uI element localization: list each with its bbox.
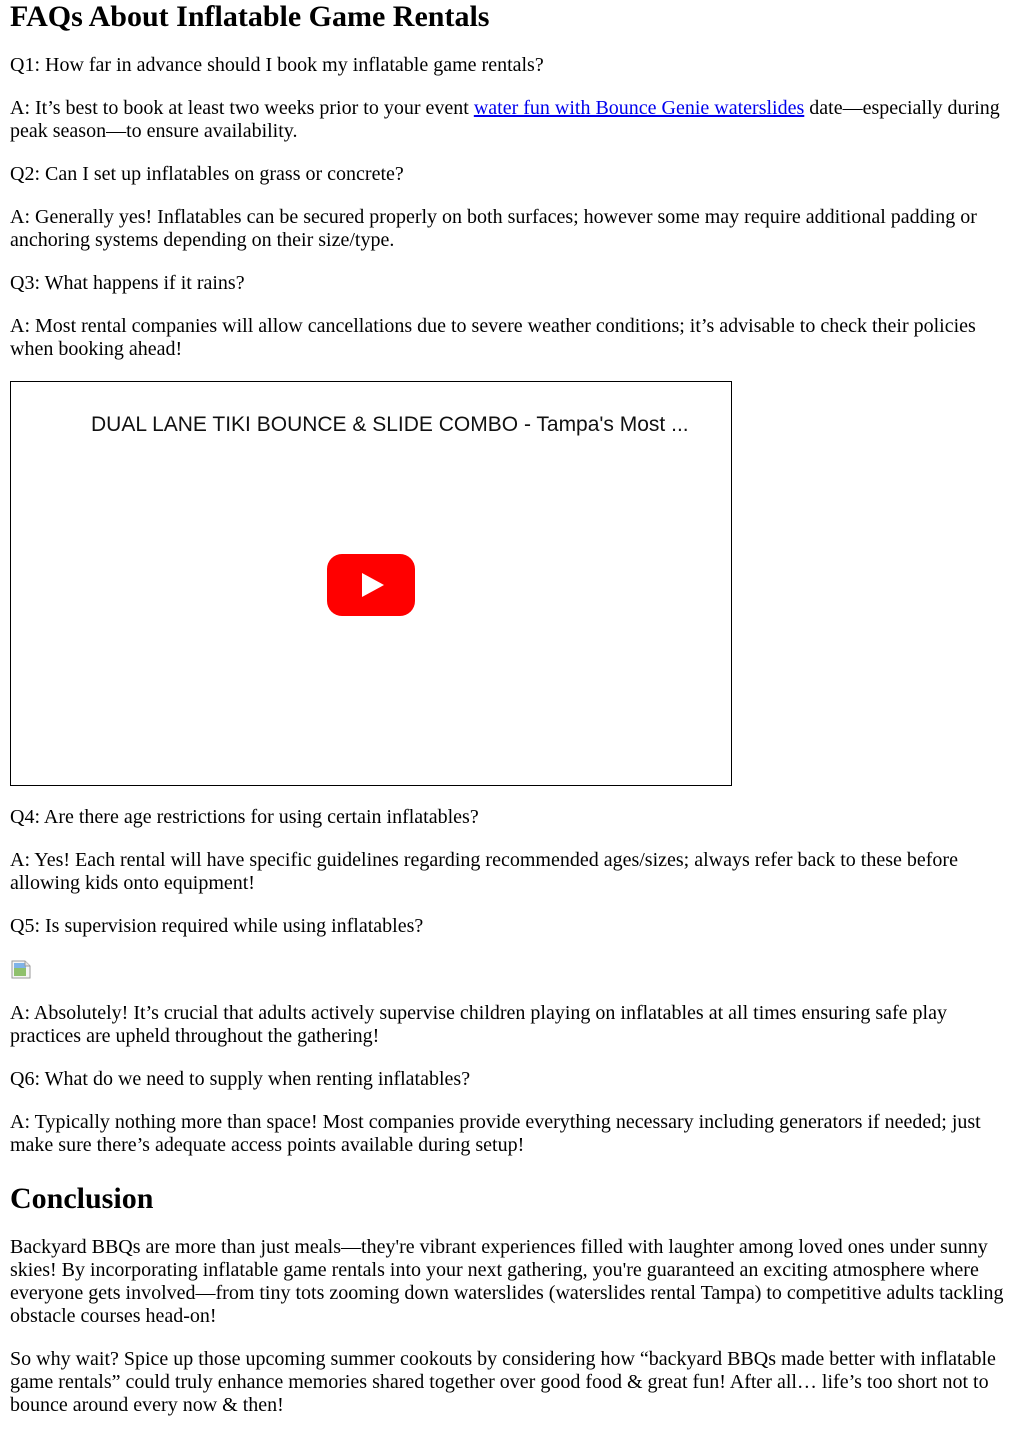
video-title[interactable]: DUAL LANE TIKI BOUNCE & SLIDE COMBO - Tampa's Most ... [91, 413, 689, 436]
faq-answer-5: A: Absolutely! It’s crucial that adults actively supervise children playing on inflatables at all times ensuring safe play practices are upheld throughout the gathering! [10, 1002, 947, 1047]
faq-answer-1-text-end: date—especially during peak season—to ensure availability. [10, 97, 1000, 142]
embedded-video[interactable] [10, 381, 732, 786]
faq-question-4: Q4: Are there age restrictions for using certain inflatables? [10, 806, 479, 828]
faq-answer-1 [10, 97, 1014, 143]
conclusion-paragraph-2: So why wait? Spice up those upcoming summer cookouts by considering how “backyard BBQs made better with inflatable game rentals” could truly enhance memories shared together over good food & great fun! After all… life’s too short not to bounce around every now & then! [10, 1348, 996, 1416]
bounce-genie-waterslides-link[interactable]: water fun with Bounce Genie waterslides [473, 97, 805, 119]
faq-question-5: Q5: Is supervision required while using inflatables? [10, 915, 424, 937]
faq-heading: FAQs About Inflatable Game Rentals [10, 0, 490, 33]
faq-answer-3: A: Most rental companies will allow cancellations due to severe weather conditions; it’s advisable to check their policies when booking ahead! [10, 315, 976, 360]
faq-answer-1-text-start: A: It’s best to book at least two weeks prior to your event [10, 97, 474, 119]
faq-question-3: Q3: What happens if it rains? [10, 272, 245, 294]
faq-answer-6: A: Typically nothing more than space! Most companies provide everything necessary including generators if needed; just make sure there’s adequate access points available during setup! [10, 1111, 981, 1156]
faq-question-2: Q2: Can I set up inflatables on grass or concrete? [10, 163, 404, 185]
faq-answer-4: A: Yes! Each rental will have specific guidelines regarding recommended ages/sizes; always refer back to these before allowing kids onto equipment! [10, 849, 958, 894]
faq-question-6: Q6: What do we need to supply when renting inflatables? [10, 1068, 471, 1090]
broken-image-icon [10, 958, 32, 980]
faq-answer-2: A: Generally yes! Inflatables can be secured properly on both surfaces; however some may require additional padding or anchoring systems depending on their size/type. [10, 206, 977, 251]
conclusion-heading: Conclusion [10, 1182, 154, 1215]
youtube-play-icon[interactable] [327, 554, 415, 616]
conclusion-paragraph-1: Backyard BBQs are more than just meals—they're vibrant experiences filled with laughter among loved ones under sunny skies! By incorporating inflatable game rentals into your next gathering, you're guaranteed an exciting atmosphere where everyone gets involved—from tiny tots zooming down waterslides (waterslides rental Tampa) to competitive adults tackling obstacle courses head-on! [10, 1236, 1004, 1327]
faq-question-1: Q1: How far in advance should I book my inflatable game rentals? [10, 54, 544, 76]
